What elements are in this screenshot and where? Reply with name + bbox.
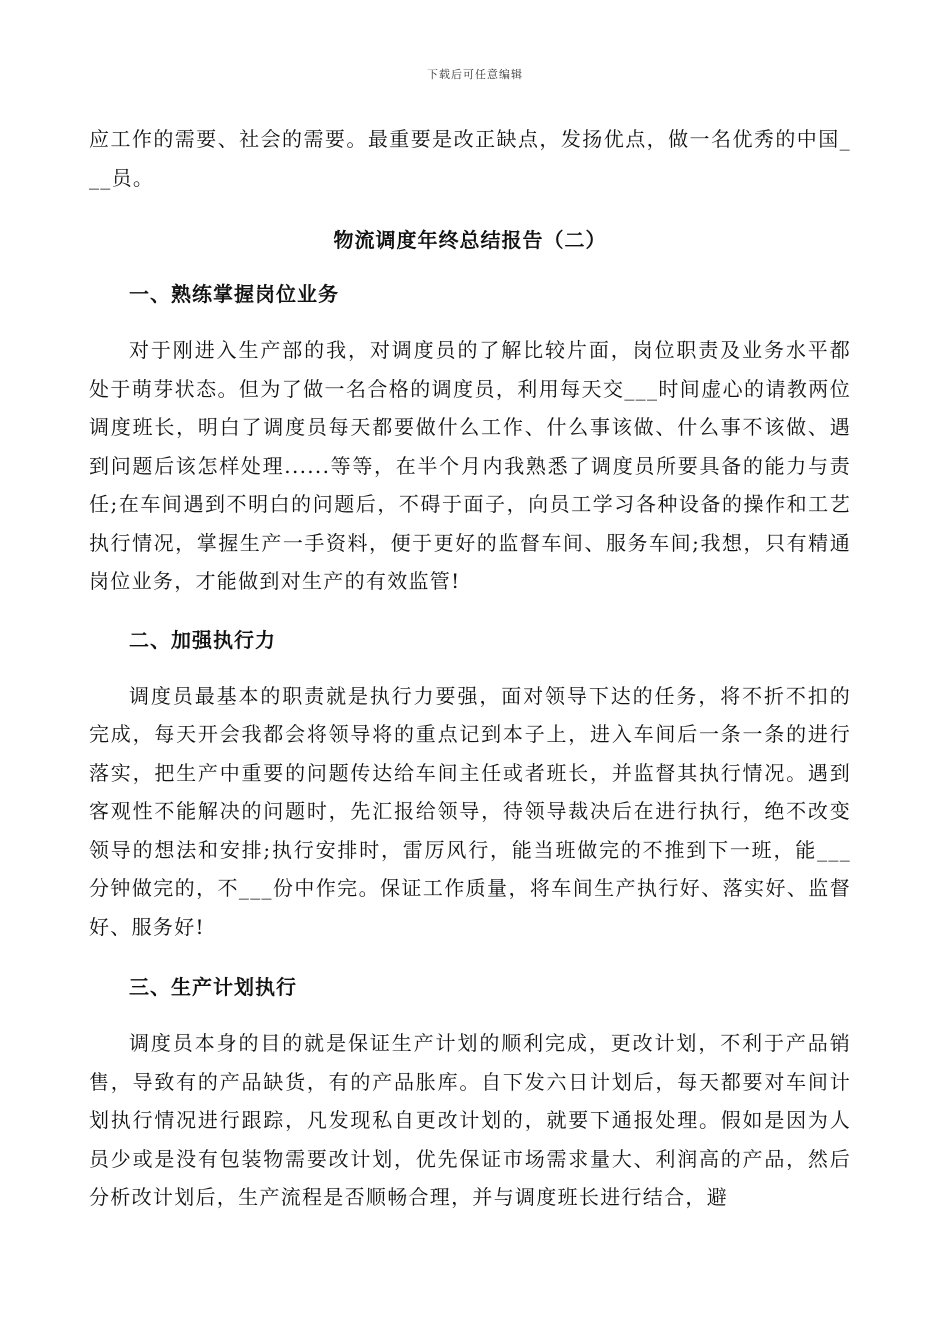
- section-body-1: 对于刚进入生产部的我，对调度员的了解比较片面，岗位职责及业务水平都处于萌芽状态。但为了做一名合格的调度员，利用每天交___时间虚心的请教两位调度班长，明白了调度员每天都要做什么工作、什么事该做、什么事不该做、遇到问题后该怎样处理......等等，在半个月内我熟悉了调度员所要具备的能力与责任;在车间遇到不明白的问题后，不碍于面子，向员工学习各种设备的操作和工艺执行情况，掌握生产一手资料，便于更好的监督车间、服务车间;我想，只有精通岗位业务，才能做到对生产的有效监管!: [89, 338, 851, 593]
- section-heading-2: 二、加强执行力: [129, 627, 276, 652]
- document-title: 物流调度年终总结报告（二）: [333, 228, 607, 252]
- section-body-2: 调度员最基本的职责就是执行力要强，面对领导下达的任务，将不折不扣的完成，每天开会我都会将领导将的重点记到本子上，进入车间后一条一条的进行落实，把生产中重要的问题传达给车间主任或者班长，并监督其执行情况。遇到客观性不能解决的问题时，先汇报给领导，待领导裁决后在进行执行，绝不改变领导的想法和安排;执行安排时，雷厉风行，能当班做完的不推到下一班，能___分钟做完的，不___份中作完。保证工作质量，将车间生产执行好、落实好、监督好、服务好!: [89, 683, 851, 939]
- section-body-3: 调度员本身的目的就是保证生产计划的顺利完成，更改计划，不利于产品销售，导致有的产品缺货，有的产品胀库。自下发六日计划后，每天都要对车间计划执行情况进行跟踪，凡发现私自更改计划的，就要下通报处理。假如是因为人员少或是没有包装物需要改计划，优先保证市场需求量大、利润高的产品，然后分析改计划后，生产流程是否顺畅合理，并与调度班长进行结合，避: [89, 1031, 851, 1209]
- document-body: [89, 120, 851, 1217]
- section-heading-3: 三、生产计划执行: [129, 975, 297, 999]
- section-heading-1: 一、熟练掌握岗位业务: [129, 282, 339, 306]
- intro-paragraph: 应工作的需要、社会的需要。最重要是改正缺点，发扬优点，做一名优秀的中国___员。: [89, 127, 851, 190]
- header-note: 下载后可任意编辑: [427, 68, 523, 81]
